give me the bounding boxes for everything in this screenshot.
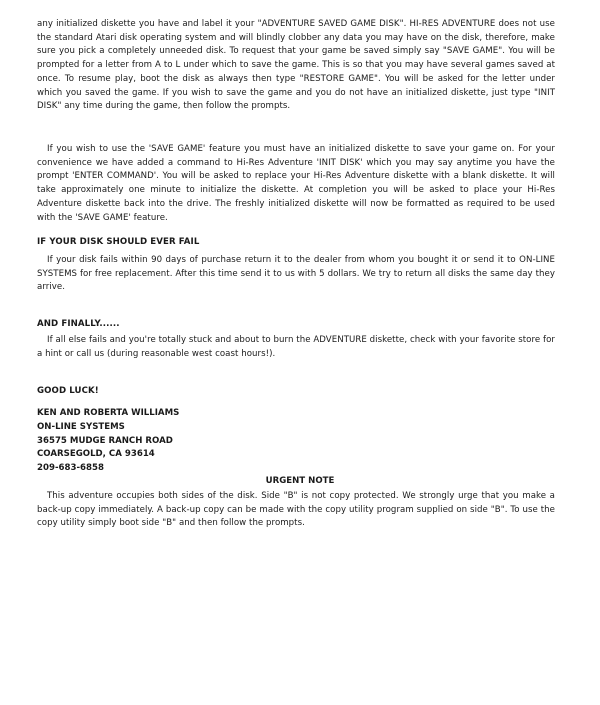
author-names: KEN AND ROBERTA WILLIAMS [37,408,180,418]
urgent-note-heading: URGENT NOTE [265,476,335,486]
disk-fail-heading: IF YOUR DISK SHOULD EVER FAIL [37,237,200,247]
contact-address [37,407,179,476]
init-disk-paragraph: If you wish to use the 'SAVE GAME' feature you must have an initialized diskette to save your game on. For your convenience we have added a command to Hi-Res Adventure 'INIT DISK' which you may say anytime you have the prompt 'ENTER COMMAND'. You will be asked to replace your Hi-Res Adventure diskette with a blank diskette. It will take approximately one minute to initialize the diskette. At completion you will be asked to place your Hi-Res Adventure diskette back into the drive. The freshly initialized diskette will now be formatted as required to be used with the 'SAVE GAME' feature. [37,144,555,223]
good-luck-heading: GOOD LUCK! [37,386,99,396]
phone-number: 209-683-6858 [37,463,104,474]
company-name: ON-LINE SYSTEMS [37,421,125,432]
hint-paragraph: If all else fails and you're totally stuck and about to burn the ADVENTURE diskette, check with your favorite store for a hint or call us (during reasonable west coast hours!). [37,335,555,359]
urgent-note-paragraph: This adventure occupies both sides of the disk. Side "B" is not copy protected. We strongly urge that you make a back-up copy immediately. A back-up copy can be made with the copy utility program supplied on side "B". To use the copy utility simply boot side "B" and then follow the prompts. [37,491,555,529]
disk-fail-paragraph: If your disk fails within 90 days of purchase return it to the dealer from whom you bought it or send it to ON-LINE SYSTEMS for free replacement. After this time send it to us with 5 dollars. We try to return all disks the same day they arrive. [37,255,555,293]
and-finally-heading: AND FINALLY...... [37,319,120,329]
street-address: 36575 MUDGE RANCH ROAD [37,435,173,446]
save-game-paragraph: any initialized diskette you have and label it your "ADVENTURE SAVED GAME DISK". HI-RES ADVENTURE does not use the standard Atari disk operating system and will blindly clobber any data you may have on the disk, therefore, make sure you pick a completely unneeded disk. To request that your game be saved simply say "SAVE GAME". You will be prompted for a letter from A to L under which to save the game. This is so that you may have several games saved at once. To resume play, boot the disk as always then type "RESTORE GAME". You will be asked for the letter under which you saved the game. If you wish to save the game and you do not have an initialized diskette, just type "INIT DISK" any time during the game, then follow the prompts. [37,19,555,112]
city-state-zip: COARSEGOLD, CA 93614 [37,449,155,460]
